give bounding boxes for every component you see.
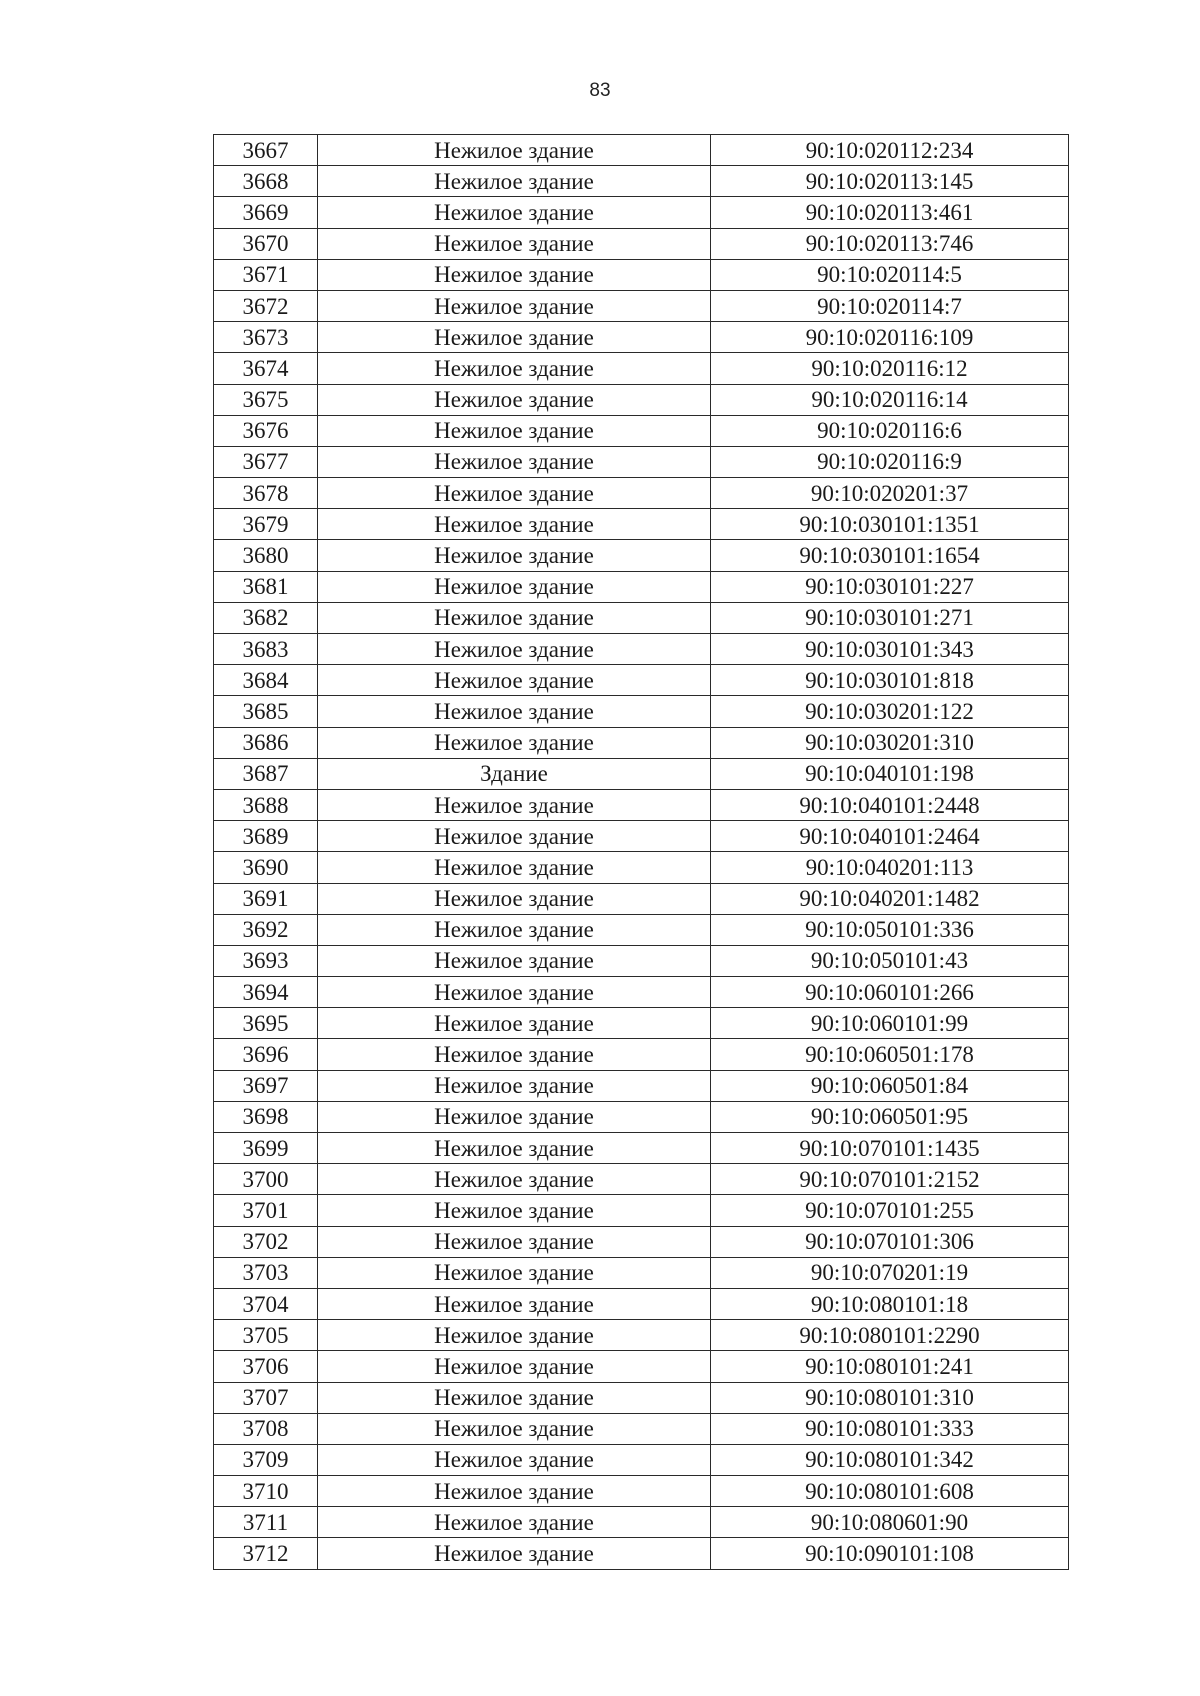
cadastral-number-cell: 90:10:020114:7 [711, 290, 1069, 321]
object-type-cell: Нежилое здание [318, 228, 711, 259]
object-type-cell: Нежилое здание [318, 945, 711, 976]
row-number-cell: 3711 [214, 1507, 318, 1538]
cadastral-number-cell: 90:10:030101:818 [711, 665, 1069, 696]
object-type-cell: Нежилое здание [318, 540, 711, 571]
table-row [214, 758, 1069, 789]
object-type-cell: Нежилое здание [318, 1538, 711, 1569]
table-row [214, 384, 1069, 415]
cadastral-number-cell: 90:10:050101:336 [711, 914, 1069, 945]
cadastral-number-cell: 90:10:080101:18 [711, 1288, 1069, 1319]
cadastral-number-cell: 90:10:070101:306 [711, 1226, 1069, 1257]
page-number: 83 [589, 80, 611, 101]
cadastral-number-cell: 90:10:020112:234 [711, 135, 1069, 166]
cadastral-number-cell: 90:10:030201:310 [711, 727, 1069, 758]
cadastral-number-cell: 90:10:060501:178 [711, 1039, 1069, 1070]
row-number-cell: 3671 [214, 259, 318, 290]
table-row [214, 727, 1069, 758]
table-row [214, 602, 1069, 633]
row-number-cell: 3697 [214, 1070, 318, 1101]
object-type-cell: Нежилое здание [318, 509, 711, 540]
cadastral-number-cell: 90:10:080101:2290 [711, 1320, 1069, 1351]
row-number-cell: 3706 [214, 1351, 318, 1382]
table-row [214, 571, 1069, 602]
table-row [214, 945, 1069, 976]
cadastral-number-cell: 90:10:020114:5 [711, 259, 1069, 290]
table-row [214, 1133, 1069, 1164]
object-type-cell: Нежилое здание [318, 1226, 711, 1257]
row-number-cell: 3708 [214, 1413, 318, 1444]
table-row [214, 478, 1069, 509]
row-number-cell: 3668 [214, 166, 318, 197]
row-number-cell: 3684 [214, 665, 318, 696]
row-number-cell: 3679 [214, 509, 318, 540]
object-type-cell: Нежилое здание [318, 1070, 711, 1101]
cadastral-number-cell: 90:10:030101:1654 [711, 540, 1069, 571]
cadastral-number-cell: 90:10:080101:241 [711, 1351, 1069, 1382]
row-number-cell: 3669 [214, 197, 318, 228]
row-number-cell: 3687 [214, 758, 318, 789]
cadastral-number-cell: 90:10:040101:198 [711, 758, 1069, 789]
table-row [214, 1070, 1069, 1101]
object-type-cell: Нежилое здание [318, 977, 711, 1008]
cadastral-number-cell: 90:10:020113:145 [711, 166, 1069, 197]
cadastral-number-cell: 90:10:030201:122 [711, 696, 1069, 727]
object-type-cell: Нежилое здание [318, 571, 711, 602]
table-row [214, 509, 1069, 540]
cadastral-number-cell: 90:10:020113:461 [711, 197, 1069, 228]
object-type-cell: Нежилое здание [318, 478, 711, 509]
row-number-cell: 3694 [214, 977, 318, 1008]
row-number-cell: 3699 [214, 1133, 318, 1164]
table-row [214, 259, 1069, 290]
object-type-cell: Нежилое здание [318, 602, 711, 633]
row-number-cell: 3691 [214, 883, 318, 914]
cadastral-number-cell: 90:10:030101:343 [711, 634, 1069, 665]
row-number-cell: 3677 [214, 446, 318, 477]
row-number-cell: 3693 [214, 945, 318, 976]
row-number-cell: 3692 [214, 914, 318, 945]
row-number-cell: 3688 [214, 789, 318, 820]
table-row [214, 228, 1069, 259]
table-row [214, 1226, 1069, 1257]
row-number-cell: 3672 [214, 290, 318, 321]
table-row [214, 135, 1069, 166]
object-type-cell: Нежилое здание [318, 446, 711, 477]
object-type-cell: Нежилое здание [318, 852, 711, 883]
object-type-cell: Нежилое здание [318, 1382, 711, 1413]
table-row [214, 353, 1069, 384]
cadastral-number-cell: 90:10:030101:227 [711, 571, 1069, 602]
table-row [214, 1351, 1069, 1382]
row-number-cell: 3670 [214, 228, 318, 259]
table-row [214, 883, 1069, 914]
table-row [214, 1507, 1069, 1538]
object-type-cell: Нежилое здание [318, 1476, 711, 1507]
cadastral-number-cell: 90:10:030101:271 [711, 602, 1069, 633]
row-number-cell: 3710 [214, 1476, 318, 1507]
row-number-cell: 3685 [214, 696, 318, 727]
table-row [214, 415, 1069, 446]
cadastral-number-cell: 90:10:020116:12 [711, 353, 1069, 384]
table-row [214, 1008, 1069, 1039]
property-registry-table [213, 134, 1069, 1570]
object-type-cell: Нежилое здание [318, 1039, 711, 1070]
table-row [214, 1164, 1069, 1195]
row-number-cell: 3676 [214, 415, 318, 446]
object-type-cell: Нежилое здание [318, 1351, 711, 1382]
cadastral-number-cell: 90:10:040101:2448 [711, 789, 1069, 820]
cadastral-number-cell: 90:10:090101:108 [711, 1538, 1069, 1569]
row-number-cell: 3701 [214, 1195, 318, 1226]
table-row [214, 290, 1069, 321]
object-type-cell: Нежилое здание [318, 1444, 711, 1475]
object-type-cell: Нежилое здание [318, 634, 711, 665]
cadastral-number-cell: 90:10:060501:84 [711, 1070, 1069, 1101]
cadastral-number-cell: 90:10:020113:746 [711, 228, 1069, 259]
object-type-cell: Нежилое здание [318, 914, 711, 945]
table-row [214, 1195, 1069, 1226]
table-row [214, 1476, 1069, 1507]
cadastral-number-cell: 90:10:020116:9 [711, 446, 1069, 477]
object-type-cell: Нежилое здание [318, 1195, 711, 1226]
object-type-cell: Нежилое здание [318, 727, 711, 758]
object-type-cell: Нежилое здание [318, 789, 711, 820]
cadastral-number-cell: 90:10:070101:255 [711, 1195, 1069, 1226]
cadastral-number-cell: 90:10:070101:2152 [711, 1164, 1069, 1195]
cadastral-number-cell: 90:10:080101:333 [711, 1413, 1069, 1444]
object-type-cell: Нежилое здание [318, 1413, 711, 1444]
row-number-cell: 3702 [214, 1226, 318, 1257]
row-number-cell: 3683 [214, 634, 318, 665]
object-type-cell: Нежилое здание [318, 135, 711, 166]
object-type-cell: Нежилое здание [318, 259, 711, 290]
table-row [214, 852, 1069, 883]
object-type-cell: Нежилое здание [318, 353, 711, 384]
table-row [214, 1382, 1069, 1413]
cadastral-number-cell: 90:10:080101:342 [711, 1444, 1069, 1475]
row-number-cell: 3689 [214, 821, 318, 852]
table-row [214, 1288, 1069, 1319]
row-number-cell: 3712 [214, 1538, 318, 1569]
table-row [214, 821, 1069, 852]
cadastral-number-cell: 90:10:020116:14 [711, 384, 1069, 415]
cadastral-number-cell: 90:10:040101:2464 [711, 821, 1069, 852]
row-number-cell: 3686 [214, 727, 318, 758]
object-type-cell: Нежилое здание [318, 1101, 711, 1132]
row-number-cell: 3698 [214, 1101, 318, 1132]
cadastral-number-cell: 90:10:040201:113 [711, 852, 1069, 883]
object-type-cell: Нежилое здание [318, 290, 711, 321]
table-row [214, 1320, 1069, 1351]
object-type-cell: Нежилое здание [318, 1164, 711, 1195]
cadastral-number-cell: 90:10:080101:608 [711, 1476, 1069, 1507]
cadastral-number-cell: 90:10:030101:1351 [711, 509, 1069, 540]
row-number-cell: 3709 [214, 1444, 318, 1475]
row-number-cell: 3674 [214, 353, 318, 384]
cadastral-number-cell: 90:10:020116:6 [711, 415, 1069, 446]
row-number-cell: 3680 [214, 540, 318, 571]
table-row [214, 977, 1069, 1008]
row-number-cell: 3703 [214, 1257, 318, 1288]
row-number-cell: 3690 [214, 852, 318, 883]
cadastral-number-cell: 90:10:020116:109 [711, 322, 1069, 353]
object-type-cell: Нежилое здание [318, 166, 711, 197]
row-number-cell: 3682 [214, 602, 318, 633]
table-row [214, 914, 1069, 945]
table-row [214, 540, 1069, 571]
object-type-cell: Нежилое здание [318, 665, 711, 696]
cadastral-number-cell: 90:10:050101:43 [711, 945, 1069, 976]
object-type-cell: Нежилое здание [318, 1008, 711, 1039]
row-number-cell: 3681 [214, 571, 318, 602]
object-type-cell: Нежилое здание [318, 322, 711, 353]
table-row [214, 696, 1069, 727]
row-number-cell: 3704 [214, 1288, 318, 1319]
table-row [214, 665, 1069, 696]
cadastral-number-cell: 90:10:070101:1435 [711, 1133, 1069, 1164]
table-row [214, 166, 1069, 197]
object-type-cell: Здание [318, 758, 711, 789]
cadastral-number-cell: 90:10:060501:95 [711, 1101, 1069, 1132]
object-type-cell: Нежилое здание [318, 1288, 711, 1319]
object-type-cell: Нежилое здание [318, 1133, 711, 1164]
object-type-cell: Нежилое здание [318, 1257, 711, 1288]
cadastral-number-cell: 90:10:020201:37 [711, 478, 1069, 509]
table-row [214, 1257, 1069, 1288]
table-row [214, 322, 1069, 353]
object-type-cell: Нежилое здание [318, 696, 711, 727]
cadastral-number-cell: 90:10:060101:266 [711, 977, 1069, 1008]
table-row [214, 634, 1069, 665]
row-number-cell: 3667 [214, 135, 318, 166]
row-number-cell: 3705 [214, 1320, 318, 1351]
object-type-cell: Нежилое здание [318, 197, 711, 228]
object-type-cell: Нежилое здание [318, 1507, 711, 1538]
table-row [214, 1538, 1069, 1569]
table-row [214, 1101, 1069, 1132]
object-type-cell: Нежилое здание [318, 821, 711, 852]
table-row [214, 1413, 1069, 1444]
object-type-cell: Нежилое здание [318, 415, 711, 446]
cadastral-number-cell: 90:10:060101:99 [711, 1008, 1069, 1039]
cadastral-number-cell: 90:10:080101:310 [711, 1382, 1069, 1413]
row-number-cell: 3673 [214, 322, 318, 353]
table-row [214, 1444, 1069, 1475]
table-row [214, 446, 1069, 477]
row-number-cell: 3700 [214, 1164, 318, 1195]
table-row [214, 197, 1069, 228]
registry-table-body [214, 135, 1069, 1570]
table-row [214, 789, 1069, 820]
object-type-cell: Нежилое здание [318, 883, 711, 914]
table-row [214, 1039, 1069, 1070]
row-number-cell: 3696 [214, 1039, 318, 1070]
cadastral-number-cell: 90:10:080601:90 [711, 1507, 1069, 1538]
object-type-cell: Нежилое здание [318, 1320, 711, 1351]
row-number-cell: 3695 [214, 1008, 318, 1039]
row-number-cell: 3707 [214, 1382, 318, 1413]
row-number-cell: 3678 [214, 478, 318, 509]
row-number-cell: 3675 [214, 384, 318, 415]
cadastral-number-cell: 90:10:040201:1482 [711, 883, 1069, 914]
object-type-cell: Нежилое здание [318, 384, 711, 415]
cadastral-number-cell: 90:10:070201:19 [711, 1257, 1069, 1288]
